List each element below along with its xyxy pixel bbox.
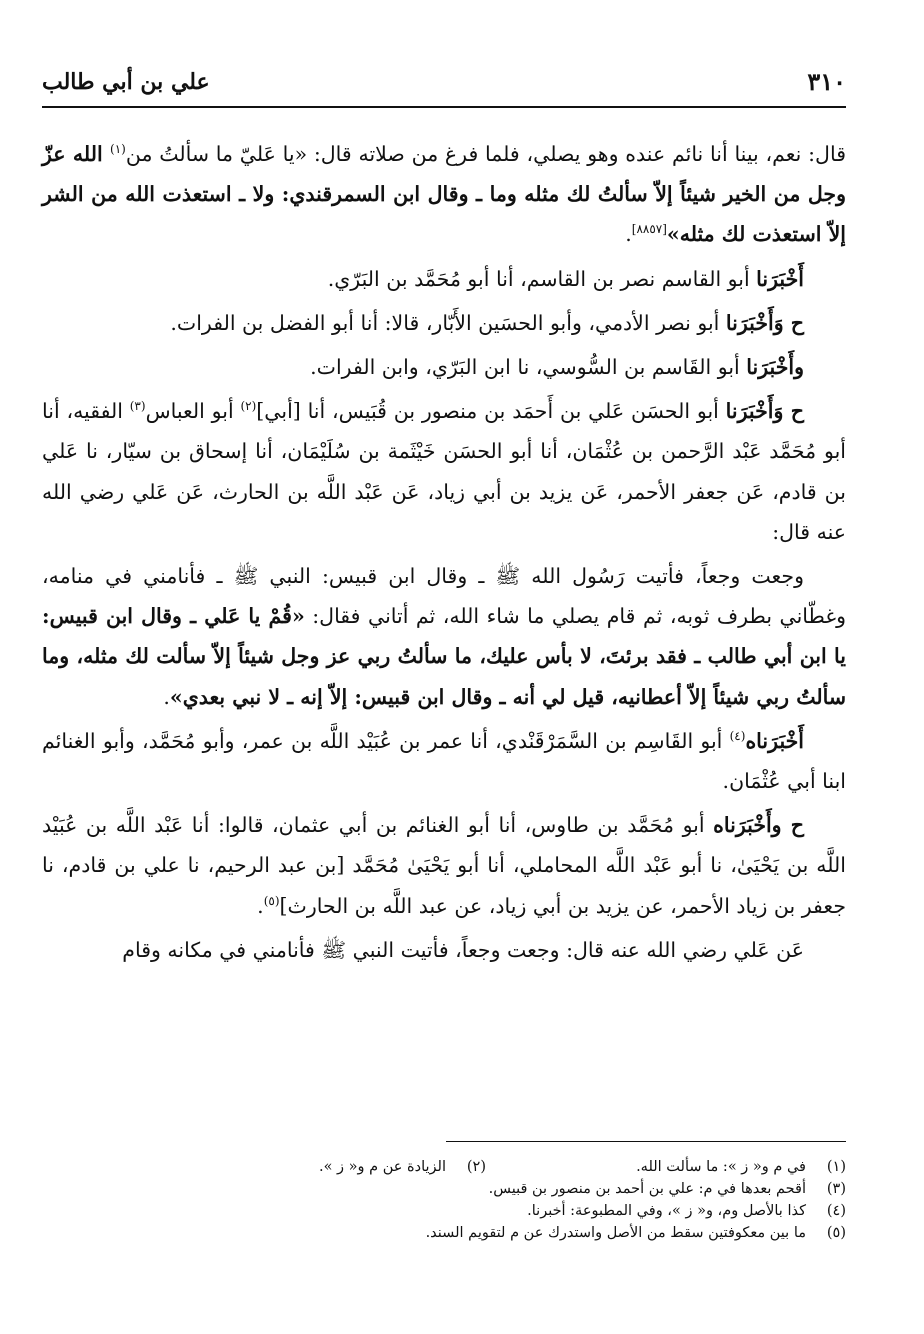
isnad-keyword: أَخْبَرَناه bbox=[745, 728, 804, 753]
running-header bbox=[42, 60, 846, 108]
running-title: علي بن أبي طالب bbox=[42, 69, 210, 95]
isnad-text: الفقيه، أنا أبو مُحَمَّد عَبْد الرَّحمن بن عُثْمَان، أنا أبو الحسَن خَيْثَمة بن سُلَيْمَان، أنا إسحاق بن سيّار، نا عَلي بن قادم، عَن جعفر الأحمر، عَن يزيد بن أبي زياد، عَن عَبْد اللَّه بن الحارث، عَن عَلي رضي الله عنه قال: bbox=[42, 399, 846, 544]
footnote-number: (٣) bbox=[826, 1181, 846, 1197]
paragraph-1-intro: قال: نعم، بينا أنا نائم عنده وهو يصلي، فلما فرغ من صلاته قال: «يا عَليّ ما سألتُ من bbox=[125, 142, 846, 166]
footnote-number: (١) bbox=[826, 1159, 846, 1175]
paragraph-1-end: . bbox=[625, 222, 632, 247]
isnad-text: أبو العباس bbox=[145, 399, 241, 424]
hadith-text-1: الله عزّ وجل من الخير شيئاً إلاّ سألتُ لك مثله وما ـ وقال ابن السمرقندي: ولا ـ استعذت الله من الشر إلاّ استعذت لك مثله» bbox=[42, 142, 846, 247]
body-text bbox=[42, 134, 846, 970]
footnote-number: (٢) bbox=[466, 1159, 486, 1175]
footnote-2 bbox=[319, 1156, 486, 1178]
footnote-ref-2: (٢) bbox=[240, 399, 257, 414]
paragraph-7 bbox=[42, 721, 846, 801]
footnote-text: أقحم بعدها في م: علي بن أحمد بن منصور بن قبيس. bbox=[488, 1181, 806, 1197]
isnad-text: أبو القَاسم بن السُّوسي، نا ابن البَرّي، وابن الفرات. bbox=[310, 355, 747, 380]
isnad-keyword: ح وَأَخْبَرَنا bbox=[725, 310, 804, 335]
paragraph-5 bbox=[42, 391, 846, 552]
page-number: ٣١٠ bbox=[807, 67, 846, 96]
isnad-text: أبو نصر الأدمي، وأبو الحسَين الأَبّار، قالا: أنا أبو الفضل بن الفرات. bbox=[170, 310, 726, 335]
hadith-text-2: «قُمْ يا عَلي ـ وقال ابن قبيس: يا ابن أبي طالب ـ فقد برئتَ، لا بأس عليك، ما سألتُ ربي عز وجل شيئاً إلاّ سألت لك مثله، وما سألتُ ربي شيئاً إلاّ أعطانيه، قيل لي أنه ـ وقال ابن قبيس: إلاّ إنه ـ لا نبي بعدي» bbox=[42, 604, 846, 709]
footnote-text: الزيادة عن م و« ز ». bbox=[318, 1159, 446, 1175]
isnad-end: . bbox=[257, 893, 264, 918]
paragraph-4 bbox=[42, 347, 846, 387]
footnote-ref-1: (١) bbox=[110, 142, 126, 157]
matn-text: عَن عَلي رضي الله عنه قال: وجعت وجعاً، فأتيت النبي ﷺ فأنامني في مكانه وقام bbox=[122, 937, 804, 962]
footnote-1 bbox=[486, 1156, 846, 1178]
footnote-3 bbox=[60, 1178, 846, 1200]
isnad-keyword: أَخْبَرَنا bbox=[756, 266, 804, 291]
footnote-ref-3: (٣) bbox=[129, 399, 146, 414]
footnote-divider bbox=[446, 1141, 846, 1142]
isnad-keyword: وأَخْبَرَنا bbox=[746, 355, 804, 380]
footnote-number: (٤) bbox=[826, 1203, 846, 1219]
isnad-text: أبو الحسَن عَلي بن أَحمَد بن منصور بن قُبَيس، أنا [أبي] bbox=[256, 399, 726, 424]
paragraph-9 bbox=[42, 930, 846, 970]
hadith-number: [٨٨٥٧] bbox=[631, 222, 667, 237]
footnote-row bbox=[60, 1156, 846, 1178]
footnotes bbox=[60, 1141, 846, 1244]
footnote-4 bbox=[60, 1200, 846, 1222]
footnote-ref-5: (٥) bbox=[263, 893, 280, 908]
paragraph-1 bbox=[42, 134, 846, 255]
matn-text: وجعت وجعاً، فأتيت رَسُول الله ﷺ ـ وقال ابن قبيس: النبي ﷺ ـ فأنامني في منامه، وغطّاني بطرف ثوبه، ثم قام يصلي ما شاء الله، ثم أتاني فقال: bbox=[42, 564, 846, 629]
isnad-keyword: ح وَأَخْبَرَنا bbox=[725, 399, 805, 424]
isnad-text: أبو القَاسِم بن السَّمَرْقَنْدي، أنا عمر بن عُبَيْد اللَّه بن عمر، وأبو مُحَمَّد، وأبو الغنائم ابنا أبي عُثْمَان. bbox=[42, 728, 846, 794]
footnote-text: في م و« ز »: ما سألت الله. bbox=[636, 1159, 806, 1175]
isnad-text: أبو القاسم نصر بن القاسم، أنا أبو مُحَمَّد بن البَرّي. bbox=[327, 266, 757, 291]
footnote-number: (٥) bbox=[826, 1225, 846, 1241]
paragraph-3 bbox=[42, 303, 846, 343]
footnote-ref-4: (٤) bbox=[729, 729, 746, 744]
isnad-keyword: ح وأَخْبَرَناه bbox=[713, 813, 804, 838]
footnote-5 bbox=[60, 1222, 846, 1244]
matn-end: . bbox=[163, 684, 170, 709]
paragraph-8 bbox=[42, 805, 846, 926]
paragraph-6 bbox=[42, 556, 846, 717]
footnote-text: كذا بالأصل وم، و« ز »، وفي المطبوعة: أخبرنا. bbox=[527, 1203, 806, 1219]
footnote-text: ما بين معكوفتين سقط من الأصل واستدرك عن م لتقويم السند. bbox=[425, 1225, 806, 1241]
isnad-text: أبو مُحَمَّد بن طاوس، أنا أبو الغنائم بن أبي عثمان، قالوا: أنا عَبْد اللَّه بن عُبَيْد اللَّه بن يَحْيَىٰ، نا أبو عَبْد اللَّه المحاملي، أنا أبو يَحْيَىٰ مُحَمَّد [بن عبد الرحيم، نا علي بن قادم، نا جعفر بن زياد الأحمر، عن يزيد بن أبي زياد، عن عبد اللَّه بن الحارث] bbox=[42, 813, 846, 918]
paragraph-2 bbox=[42, 259, 846, 299]
